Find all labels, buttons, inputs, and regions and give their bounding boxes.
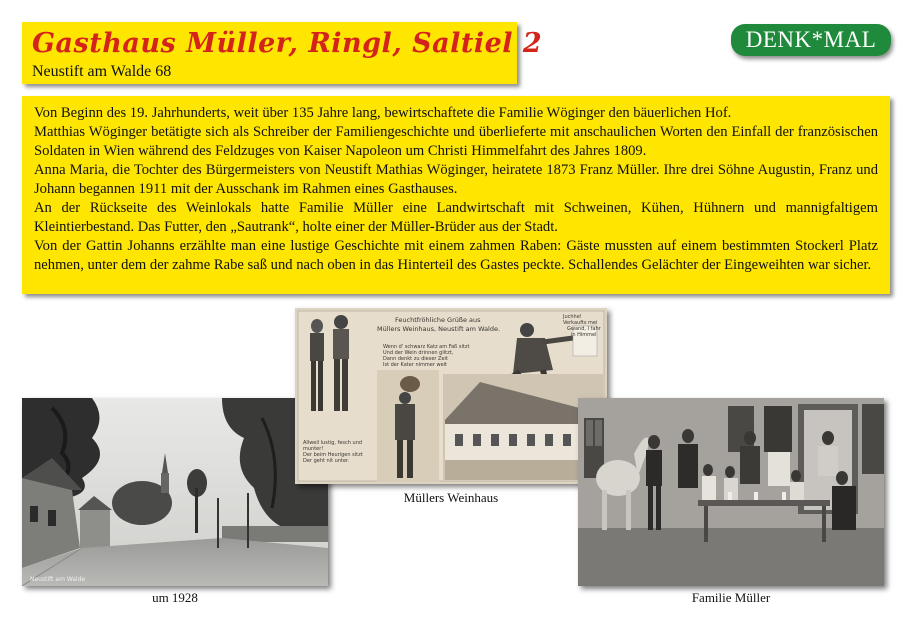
paragraph-2: Matthias Wöginger betätigte sich als Schreiber der Familiengeschichte und überlieferte mit anschaulichen Worten den Einfall der französischen Soldaten in Wien während des Feldzuges von Kaiser Napoleon um Christi Himmelfahrt des Jahres 1809.: [34, 124, 878, 159]
postcard-caption: Müllers Weinhaus: [403, 490, 499, 505]
postcard-bottom-1: Allweil lustig, fesch und: [303, 440, 363, 446]
page-title: Gasthaus Müller, Ringl, Saltiel 2: [32, 28, 543, 59]
postcard-verse-1: Wenn d' schwarz Katz am Faß sitzt: [383, 344, 470, 350]
street-print-label: Neustift am Walde: [30, 576, 86, 583]
family-photo-caption: Familie Müller: [691, 590, 771, 605]
paragraph-5: Von der Gattin Johanns erzählte man eine lustige Geschichte mit einem zahmen Raben: Gäste mussten auf einem bestimmten Stockerl Platz nehmen, unter dem der zahme Rabe saß und nach oben in das Hinterteil des Gastes peckte. Schallendes Gelächter der Eingeweihten war sicher.: [34, 238, 878, 273]
denkmal-badge: DENK*MAL: [731, 24, 891, 56]
family-photo-image: [578, 398, 884, 586]
postcard-photo: [295, 308, 607, 484]
postcard-corner-1: Juchhe!: [563, 314, 582, 320]
title-box: [22, 22, 543, 84]
postcard-image: [295, 308, 607, 484]
paragraph-4: An der Rückseite des Weinlokals hatte Familie Müller eine Landwirtschaft mit Schweinen, Kühen, Hühnern und mannigfaltigem Kleintierbestand. Das Futter, den „Sautrank“, holte einer der Müller-Brüder aus der Stadt.: [34, 200, 878, 235]
paragraph-3: Anna Maria, die Tochter des Bürgermeisters von Neustift Mathias Wöginger, heiratete 1873 Franz Müller. Ihre drei Söhne Augustin, Franz und Johann begannen 1911 mit der Ausschank im Rahmen eines Gasthauses.: [34, 162, 878, 197]
postcard-heading-1: Feuchtfröhliche Grüße aus: [395, 316, 481, 324]
postcard-verse-4: Ist der Kater nimmer weit: [383, 362, 447, 368]
postcard-corner-4: in Himmel: [571, 332, 597, 338]
postcard-verse-2: Und der Wein drinnen glitzt,: [383, 350, 454, 356]
postcard-bottom-3: Der beim Heurigen sitzt: [303, 452, 363, 458]
postcard-corner-3: Gwand, I fahr: [567, 326, 601, 332]
street-photo: [22, 398, 328, 586]
postcard-heading-2: Müllers Weinhaus, Neustift am Walde.: [377, 325, 501, 333]
family-photo: [578, 398, 884, 586]
street-photo-image: [22, 398, 328, 586]
history-text-box: [22, 96, 890, 294]
page-subtitle: Neustift am Walde 68: [32, 63, 172, 80]
postcard-bottom-2: munter!: [303, 446, 324, 452]
postcard-bottom-4: Der geht nit unter.: [303, 458, 350, 464]
paragraph-1: Von Beginn des 19. Jahrhunderts, weit über 135 Jahre lang, bewirtschaftete die Familie Wöginger den bäuerlichen Hof.: [34, 105, 732, 121]
street-photo-caption: um 1928: [152, 590, 198, 605]
postcard-verse-3: Dann denkt zu dieser Zeit: [383, 356, 448, 362]
postcard-corner-2: Verkaufts mei: [563, 320, 598, 326]
